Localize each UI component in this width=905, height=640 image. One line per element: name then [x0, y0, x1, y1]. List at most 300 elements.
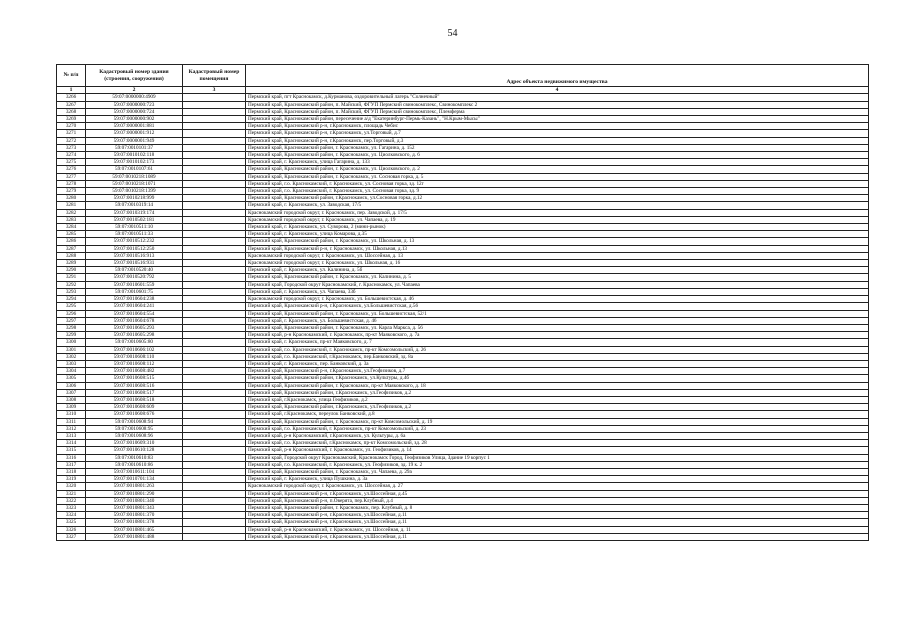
- building-cadastral-number: 59:07:0010218:1399: [86, 188, 183, 195]
- table-body: [57, 94, 869, 541]
- property-address: Краснокамский городской округ, г. Краснокамск, ул. Шоссейная, д. 13: [246, 252, 869, 259]
- property-address: Пермский край, р-н Краснокамский, г. Краснокамск, ул. Геофизиков, д. 14: [246, 447, 869, 454]
- property-address: Пермский край, Краснокамский р-н, г.Краснокамск, ул.Шоссейная, д.11: [246, 519, 869, 526]
- property-address: Пермский край, Краснокамский р-н, г.Краснокамск, ул.Шоссейная, д.11: [246, 512, 869, 519]
- row-number: 3283: [57, 216, 86, 223]
- property-address: Пермский край, пгт Краснокамск, д.Курманова, оздоровительный лагерь "Солнечный": [246, 94, 869, 101]
- room-cadastral-number: [183, 389, 246, 396]
- building-cadastral-number: 59:07:0010801:343: [86, 504, 183, 511]
- property-address: Пермский край, г. Краснокамск, улица Комарова, д.35: [246, 231, 869, 238]
- row-number: 3292: [57, 281, 86, 288]
- room-cadastral-number: [183, 504, 246, 511]
- room-cadastral-number: [183, 382, 246, 389]
- property-address: Пермский край, Краснокамский р-н, г.Краснокамск, площадь Чебис: [246, 123, 869, 130]
- row-number: 3325: [57, 519, 86, 526]
- column-number-row: [57, 87, 869, 94]
- row-number: 3319: [57, 476, 86, 483]
- room-cadastral-number: [183, 195, 246, 202]
- building-cadastral-number: 59:07:0010801:340: [86, 497, 183, 504]
- property-address: Пермский край, Краснокамский район, г. Краснокамск, ул. Карла Маркса, д. 56: [246, 324, 869, 331]
- room-cadastral-number: [183, 396, 246, 403]
- building-cadastral-number: 59:07:0000000:723: [86, 101, 183, 108]
- table-row: [57, 432, 869, 439]
- table-row: [57, 180, 869, 187]
- room-cadastral-number: [183, 288, 246, 295]
- table-row: [57, 152, 869, 159]
- property-registry-table: [56, 64, 869, 541]
- building-cadastral-number: 59:07:0010511:10: [86, 224, 183, 231]
- property-address: Пермский край, р-н Краснокамский, г. Краснокамск, ул. Шоссейная, д. 11: [246, 526, 869, 533]
- building-cadastral-number: 59:07:0010801:263: [86, 483, 183, 490]
- table-row: [57, 137, 869, 144]
- building-cadastral-number: 59:07:0010801:370: [86, 512, 183, 519]
- room-cadastral-number: [183, 454, 246, 461]
- room-cadastral-number: [183, 483, 246, 490]
- row-number: 3287: [57, 245, 86, 252]
- room-cadastral-number: [183, 418, 246, 425]
- room-cadastral-number: [183, 346, 246, 353]
- table-row: [57, 173, 869, 180]
- table-row: [57, 476, 869, 483]
- building-cadastral-number: 59:07:0010605:293: [86, 324, 183, 331]
- building-cadastral-number: 59:07:0010608:517: [86, 389, 183, 396]
- table-row: [57, 483, 869, 490]
- row-number: 3281: [57, 202, 86, 209]
- row-number: 3273: [57, 144, 86, 151]
- building-cadastral-number: 59:07:0000001:881: [86, 123, 183, 130]
- table-row: [57, 339, 869, 346]
- room-cadastral-number: [183, 108, 246, 115]
- property-address: Пермский край, Краснокамский район, г.Краснокамск, ул.Геофизиков, д.2: [246, 389, 869, 396]
- row-number: 3321: [57, 490, 86, 497]
- row-number: 3306: [57, 382, 86, 389]
- room-cadastral-number: [183, 490, 246, 497]
- row-number: 3272: [57, 137, 86, 144]
- row-number: 3301: [57, 346, 86, 353]
- property-address: Пермский край, г.о. Краснокамский, г. Краснокамск, ул. Сосновая горка, зд. 9: [246, 188, 869, 195]
- row-number: 3280: [57, 195, 86, 202]
- row-number: 3276: [57, 166, 86, 173]
- table-row: [57, 231, 869, 238]
- room-cadastral-number: [183, 209, 246, 216]
- room-cadastral-number: [183, 447, 246, 454]
- row-number: 3326: [57, 526, 86, 533]
- row-number: 3291: [57, 274, 86, 281]
- table-row: [57, 332, 869, 339]
- room-cadastral-number: [183, 360, 246, 367]
- room-cadastral-number: [183, 281, 246, 288]
- row-number: 3315: [57, 447, 86, 454]
- row-number: 3293: [57, 288, 86, 295]
- property-address: Пермский край, г.о. Краснокамский, г.Краснокамск, пр-кт Комсомольский, зд. 28: [246, 440, 869, 447]
- building-cadastral-number: 59:07:0010609:310: [86, 440, 183, 447]
- building-cadastral-number: 59:07:0010516:931: [86, 260, 183, 267]
- room-cadastral-number: [183, 375, 246, 382]
- building-cadastral-number: 59:07:0010512:232: [86, 238, 183, 245]
- property-address: Пермский край, Краснокамский район, г. Краснокамск, пер. Клубный, д. 8: [246, 504, 869, 511]
- property-address: Пермский край, Краснокамский район, г.Краснокамск, ул.Сосновая горка, д.12: [246, 195, 869, 202]
- row-number: 3303: [57, 360, 86, 367]
- table-row: [57, 303, 869, 310]
- row-number: 3278: [57, 180, 86, 187]
- room-cadastral-number: [183, 130, 246, 137]
- property-address: Пермский край, г. Краснокамск, ул. Суворова, 2 (мини-рынок): [246, 224, 869, 231]
- building-cadastral-number: 59:07:0000000:724: [86, 108, 183, 115]
- table-row: [57, 195, 869, 202]
- property-address: Пермский край, Городской округ Краснокамский, Краснокамск Город, Геофизиков Улица, Здание 19 корпус 1: [246, 454, 869, 461]
- table-row: [57, 389, 869, 396]
- building-cadastral-number: 59:07:0010608:516: [86, 382, 183, 389]
- property-address: Пермский край, Краснокамский район, г. Краснокамск, пр-кт Комсомольский, д. 19: [246, 418, 869, 425]
- room-cadastral-number: [183, 116, 246, 123]
- row-number: 3296: [57, 310, 86, 317]
- room-cadastral-number: [183, 260, 246, 267]
- building-cadastral-number: 59:07:0010608:609: [86, 404, 183, 411]
- row-number: 3297: [57, 317, 86, 324]
- row-number: 3279: [57, 188, 86, 195]
- room-cadastral-number: [183, 267, 246, 274]
- table-row: [57, 317, 869, 324]
- property-address: Пермский край, Краснокамский р-н, п.Оверята, пер.Клубный, д.4: [246, 497, 869, 504]
- building-cadastral-number: 59:07:0010601:75: [86, 288, 183, 295]
- room-cadastral-number: [183, 476, 246, 483]
- table-row: [57, 346, 869, 353]
- room-cadastral-number: [183, 224, 246, 231]
- property-address: Пермский край, г. Краснокамск, пер. Банковский, д. 3а: [246, 360, 869, 367]
- building-cadastral-number: 59:07:0010601:559: [86, 281, 183, 288]
- building-cadastral-number: 59:07:0010218:1071: [86, 180, 183, 187]
- room-cadastral-number: [183, 94, 246, 101]
- property-address: Пермский край, р-н Краснокамский, г. Краснокамск, пр-кт Маяковского, д. 7а: [246, 332, 869, 339]
- table-row: [57, 94, 869, 101]
- table-row: [57, 166, 869, 173]
- row-number: 3314: [57, 440, 86, 447]
- building-cadastral-number: 59:07:0010611:104: [86, 468, 183, 475]
- row-number: 3295: [57, 303, 86, 310]
- property-address: Пермский край, Краснокамский район, г. Краснокамск, ул. Сосновая горка, д. 5: [246, 173, 869, 180]
- building-cadastral-number: 59:07:0010610:128: [86, 447, 183, 454]
- table-row: [57, 209, 869, 216]
- row-number: 3298: [57, 324, 86, 331]
- building-cadastral-number: 59:07:0010608:518: [86, 396, 183, 403]
- property-address: Пермский край, г. Краснокамск, улица Пушкина, д. 3а: [246, 476, 869, 483]
- room-cadastral-number: [183, 440, 246, 447]
- row-number: 3313: [57, 432, 86, 439]
- room-cadastral-number: [183, 231, 246, 238]
- table-row: [57, 224, 869, 231]
- table-row: [57, 526, 869, 533]
- property-address: Пермский край, Краснокамский район, г. Краснокамск, ул. Школьная, д. 13: [246, 238, 869, 245]
- room-cadastral-number: [183, 519, 246, 526]
- building-cadastral-number: 59:07:0010604:554: [86, 310, 183, 317]
- room-cadastral-number: [183, 238, 246, 245]
- table-row: [57, 108, 869, 115]
- property-address: Краснокамский городской округ, г. Краснокамск, ул. Чапаева, д. 19: [246, 216, 869, 223]
- building-cadastral-number: 59:07:0010512:250: [86, 245, 183, 252]
- building-cadastral-number: 59:07:0010604:238: [86, 296, 183, 303]
- room-cadastral-number: [183, 101, 246, 108]
- building-cadastral-number: 59:07:0010801:488: [86, 533, 183, 540]
- table-row: [57, 310, 869, 317]
- row-number: 3308: [57, 396, 86, 403]
- room-cadastral-number: [183, 274, 246, 281]
- row-number: 3266: [57, 94, 86, 101]
- table-row: [57, 360, 869, 367]
- room-cadastral-number: [183, 404, 246, 411]
- property-address: Пермский край, г. Краснокамск, пр-кт Маяковского, д. 7: [246, 339, 869, 346]
- property-address: Пермский край, Краснокамский р-н, г.Краснокамск, ул.Шоссейная, д.45: [246, 490, 869, 497]
- table-row: [57, 396, 869, 403]
- property-address: Пермский край, г.о. Краснокамский, г. Краснокамск, пр-кт Комсомольский, д. 26: [246, 346, 869, 353]
- table-row: [57, 252, 869, 259]
- property-address: Пермский край, г.о. Краснокамский, г. Краснокамск, ул. Геофизиков, зд. 19 к. 2: [246, 461, 869, 468]
- property-address: Пермский край, Краснокамский район, г. Краснокамск, ул. Циолковского, д. 6: [246, 152, 869, 159]
- property-address: Пермский край, Краснокамский район, г. Краснокамск, ул. Большевистская, 52/1: [246, 310, 869, 317]
- property-address: Краснокамский городской округ, г. Краснокамск, ул. Большевистская, д. 46: [246, 296, 869, 303]
- building-cadastral-number: 59:07:0010516:913: [86, 252, 183, 259]
- property-address: Пермский край, г.о. Краснокамский, г. Краснокамск, пр-кт Комсомольский, д. 23: [246, 425, 869, 432]
- room-cadastral-number: [183, 497, 246, 504]
- building-cadastral-number: 59:07:0010605:80: [86, 339, 183, 346]
- room-cadastral-number: [183, 368, 246, 375]
- row-number: 3275: [57, 159, 86, 166]
- building-cadastral-number: 59:07:0010608:676: [86, 411, 183, 418]
- row-number: 3317: [57, 461, 86, 468]
- building-cadastral-number: 59:07:0010511:33: [86, 231, 183, 238]
- property-address: Пермский край, г.о. Краснокамский, г.Краснокамск, пер.Банковский, зд. 8а: [246, 353, 869, 360]
- table-row: [57, 425, 869, 432]
- room-cadastral-number: [183, 137, 246, 144]
- row-number: 3277: [57, 173, 86, 180]
- table-row: [57, 130, 869, 137]
- property-address: Пермский край, г. Краснокамск, улица Гагарина, д. 133: [246, 159, 869, 166]
- row-number: 3310: [57, 411, 86, 418]
- property-address: Пермский край, Краснокамский район, г. Краснокамск, ул. Гагарина, д. 152: [246, 144, 869, 151]
- row-number: 3268: [57, 108, 86, 115]
- table-row: [57, 461, 869, 468]
- table-row: [57, 123, 869, 130]
- building-cadastral-number: 59:07:0000001:949: [86, 137, 183, 144]
- property-address: Пермский край, Краснокамский район, г. Краснокамск, ул. Чапаева, д. 29а: [246, 468, 869, 475]
- room-cadastral-number: [183, 159, 246, 166]
- table-row: [57, 116, 869, 123]
- table-row: [57, 260, 869, 267]
- room-cadastral-number: [183, 526, 246, 533]
- row-number: 3320: [57, 483, 86, 490]
- table-row: [57, 101, 869, 108]
- room-cadastral-number: [183, 317, 246, 324]
- table-row: [57, 504, 869, 511]
- room-cadastral-number: [183, 173, 246, 180]
- property-address: Пермский край, г. Краснокамск, ул. Заводская, 17/5: [246, 202, 869, 209]
- table-row: [57, 288, 869, 295]
- column-number: 2: [86, 87, 183, 94]
- property-address: Пермский край, г.Краснокамск, переулок Банковский, д.8: [246, 411, 869, 418]
- room-cadastral-number: [183, 339, 246, 346]
- room-cadastral-number: [183, 296, 246, 303]
- header-room-cadastral: Кадастровый номер помещения: [183, 65, 246, 87]
- building-cadastral-number: 59:07:0010608:110: [86, 353, 183, 360]
- room-cadastral-number: [183, 310, 246, 317]
- property-address: Пермский край, г. Краснокамск, ул. Калинина, д. 5б: [246, 267, 869, 274]
- building-cadastral-number: 59:07:0010801:378: [86, 519, 183, 526]
- property-address: Пермский край, Краснокамский район, г. Краснокамск, пр-кт Маяковского, д. 18: [246, 382, 869, 389]
- room-cadastral-number: [183, 180, 246, 187]
- building-cadastral-number: 59:07:0010801:290: [86, 490, 183, 497]
- building-cadastral-number: 59:07:0010520:40: [86, 267, 183, 274]
- building-cadastral-number: 59:07:0010608:482: [86, 368, 183, 375]
- room-cadastral-number: [183, 303, 246, 310]
- table-row: [57, 267, 869, 274]
- table-row: [57, 245, 869, 252]
- room-cadastral-number: [183, 202, 246, 209]
- table-row: [57, 490, 869, 497]
- property-address: Краснокамский городской округ, г. Краснокамск, пер. Заводской, д. 17/5: [246, 209, 869, 216]
- row-number: 3307: [57, 389, 86, 396]
- room-cadastral-number: [183, 245, 246, 252]
- column-number: 1: [57, 87, 86, 94]
- table-row: [57, 159, 869, 166]
- property-address: Пермский край, Краснокамский район, п. Майский, ФГУП Пермский свинокомплекс, Племферма: [246, 108, 869, 115]
- building-cadastral-number: 59:07:0010701:134: [86, 476, 183, 483]
- room-cadastral-number: [183, 461, 246, 468]
- building-cadastral-number: 59:07:0010608:515: [86, 375, 183, 382]
- table-row: [57, 512, 869, 519]
- property-address: Пермский край, Краснокамский р-н, г.Краснокамск, ул.Большевистская, д.56: [246, 303, 869, 310]
- row-number: 3311: [57, 418, 86, 425]
- room-cadastral-number: [183, 468, 246, 475]
- building-cadastral-number: 59:07:0010218:999: [86, 195, 183, 202]
- row-number: 3318: [57, 468, 86, 475]
- building-cadastral-number: 59:07:0010608:112: [86, 360, 183, 367]
- row-number: 3270: [57, 123, 86, 130]
- row-number: 3327: [57, 533, 86, 540]
- building-cadastral-number: 59:07:0010319:14: [86, 202, 183, 209]
- table-row: [57, 202, 869, 209]
- row-number: 3282: [57, 209, 86, 216]
- row-number: 3322: [57, 497, 86, 504]
- table-row: [57, 216, 869, 223]
- row-number: 3305: [57, 375, 86, 382]
- table-row: [57, 411, 869, 418]
- property-address: Пермский край, г.Краснокамск, улица Геофизиков, д.2: [246, 396, 869, 403]
- row-number: 3271: [57, 130, 86, 137]
- property-address: Пермский край, Городской округ Краснокамский, г. Краснокамск, ул. Чапаева: [246, 281, 869, 288]
- row-number: 3284: [57, 224, 86, 231]
- table-row: [57, 375, 869, 382]
- row-number: 3286: [57, 238, 86, 245]
- row-number: 3267: [57, 101, 86, 108]
- property-address: Пермский край, Краснокамский район, п. Майский, ФГУП Пермский свинокомплекс, Свинокомплекс 2: [246, 101, 869, 108]
- room-cadastral-number: [183, 324, 246, 331]
- property-address: Пермский край, г.о. Краснокамский, г. Краснокамск, ул. Сосновая горка, зд. 12г: [246, 180, 869, 187]
- header-building-cadastral: Кадастровый номер здания (строения, сооружения): [86, 65, 183, 87]
- table-row: [57, 281, 869, 288]
- property-address: Пермский край, Краснокамский район, г.Краснокамск, ул.Геофизиков, д.2: [246, 404, 869, 411]
- table-row: [57, 353, 869, 360]
- property-address: Пермский край, Краснокамский р-н, г. Краснокамск, ул. Школьная, д.13: [246, 245, 869, 252]
- room-cadastral-number: [183, 166, 246, 173]
- table-row: [57, 454, 869, 461]
- building-cadastral-number: 59:07:0010604:241: [86, 303, 183, 310]
- row-number: 3324: [57, 512, 86, 519]
- row-number: 3285: [57, 231, 86, 238]
- table-row: [57, 418, 869, 425]
- row-number: 3316: [57, 454, 86, 461]
- row-number: 3312: [57, 425, 86, 432]
- building-cadastral-number: 59:07:0010319:174: [86, 209, 183, 216]
- room-cadastral-number: [183, 123, 246, 130]
- room-cadastral-number: [183, 332, 246, 339]
- property-address: Краснокамский городской округ, г. Краснокамск, ул. Шоссейная, д. 27: [246, 483, 869, 490]
- room-cadastral-number: [183, 188, 246, 195]
- building-cadastral-number: 59:07:0010107:61: [86, 166, 183, 173]
- header-num: № п/п: [57, 65, 86, 87]
- building-cadastral-number: 59:07:0010801:465: [86, 526, 183, 533]
- row-number: 3302: [57, 353, 86, 360]
- table-row: [57, 324, 869, 331]
- row-number: 3288: [57, 252, 86, 259]
- column-number: 3: [183, 87, 246, 94]
- room-cadastral-number: [183, 432, 246, 439]
- building-cadastral-number: 59:07:0010610:83: [86, 454, 183, 461]
- property-address: Пермский край, Краснокамский район, пересечение а/д "Екатеринбург-Пермь-Казань", "Н.Крым-Мысы": [246, 116, 869, 123]
- property-address: Пермский край, Краснокамский р-н, г.Краснокамск, ул.Геофизиков, д.7: [246, 368, 869, 375]
- table-row: [57, 144, 869, 151]
- building-cadastral-number: 59:07:0010101:37: [86, 144, 183, 151]
- row-number: 3309: [57, 404, 86, 411]
- room-cadastral-number: [183, 144, 246, 151]
- table-row: [57, 533, 869, 540]
- table-row: [57, 188, 869, 195]
- table-row: [57, 238, 869, 245]
- page-number: 54: [447, 28, 458, 39]
- property-address: Пермский край, Краснокамский район, г.Краснокамск, ул.Культуры, д.4б: [246, 375, 869, 382]
- building-cadastral-number: 59:07:0010605:298: [86, 332, 183, 339]
- room-cadastral-number: [183, 411, 246, 418]
- row-number: 3323: [57, 504, 86, 511]
- building-cadastral-number: 59:07:0010608:95: [86, 425, 183, 432]
- row-number: 3299: [57, 332, 86, 339]
- row-number: 3289: [57, 260, 86, 267]
- property-address: Краснокамский городской округ, г. Краснокамск, ул. Школьная, д. 16: [246, 260, 869, 267]
- header-address: Адрес объекта недвижимого имущества: [246, 65, 869, 87]
- table-row: [57, 404, 869, 411]
- building-cadastral-number: 59:07:0010604:678: [86, 317, 183, 324]
- table-row: [57, 497, 869, 504]
- row-number: 3274: [57, 152, 86, 159]
- building-cadastral-number: 59:07:0010608:94: [86, 418, 183, 425]
- table-row: [57, 440, 869, 447]
- room-cadastral-number: [183, 252, 246, 259]
- building-cadastral-number: 59:07:0010606:102: [86, 346, 183, 353]
- table-header-row: [57, 65, 869, 87]
- property-address: Пермский край, г. Краснокамск, ул. Чапаева, 33б: [246, 288, 869, 295]
- room-cadastral-number: [183, 353, 246, 360]
- table-row: [57, 368, 869, 375]
- row-number: 3269: [57, 116, 86, 123]
- row-number: 3300: [57, 339, 86, 346]
- building-cadastral-number: 59:07:0010102:173: [86, 159, 183, 166]
- table-row: [57, 447, 869, 454]
- table-row: [57, 382, 869, 389]
- room-cadastral-number: [183, 512, 246, 519]
- property-address: Пермский край, Краснокамский район, г. Краснокамск, ул. Калинина, д. 5: [246, 274, 869, 281]
- column-number: 4: [246, 87, 869, 94]
- property-address: Пермский край, Краснокамский р-н, г.Краснокамск, пер.Торговый, д.3: [246, 137, 869, 144]
- property-address: Пермский край, р-н Краснокамский, г.Краснокамск, ул. Культуры, д. 6а: [246, 432, 869, 439]
- table-row: [57, 296, 869, 303]
